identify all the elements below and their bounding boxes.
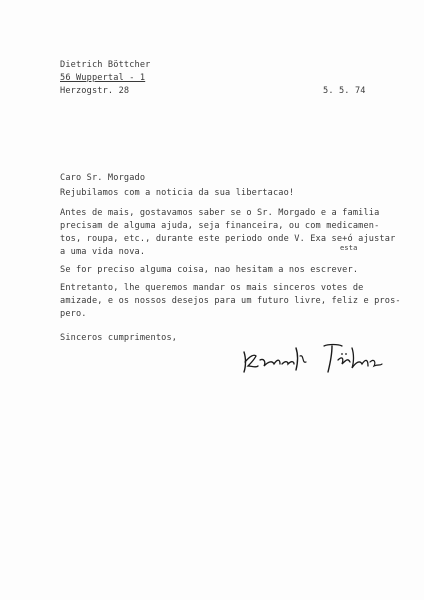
salutation: Caro Sr. Morgado bbox=[60, 173, 146, 183]
handwritten-insertion: esta bbox=[340, 244, 358, 252]
paragraph-line: Rejubilamos com a noticia da sua libertacao! bbox=[60, 188, 295, 198]
paragraph-line: tos, roupa, etc., durante este periodo onde V. Exa se+ó ajustar bbox=[60, 234, 396, 244]
sender-street: Herzogstr. 28 bbox=[60, 86, 130, 96]
sender-name: Dietrich Böttcher bbox=[60, 60, 151, 70]
paragraph-line: Antes de mais, gostavamos saber se o Sr. Morgado e a familia bbox=[60, 208, 380, 218]
paragraph-line: Se for preciso alguma coisa, nao hesitam a nos escrever. bbox=[60, 265, 359, 275]
paragraph-line: a uma vida nova. bbox=[60, 247, 146, 257]
handwritten-signature-icon bbox=[238, 336, 388, 376]
closing: Sinceros cumprimentos, bbox=[60, 333, 178, 343]
paragraph-line: amizade, e os nossos desejos para um futuro livre, feliz e pros- bbox=[60, 296, 401, 306]
letter-date: 5. 5. 74 bbox=[323, 86, 366, 96]
sender-city: 56 Wuppertal - 1 bbox=[60, 73, 146, 83]
paragraph-line: pero. bbox=[60, 309, 87, 319]
paragraph-line: Entretanto, lhe queremos mandar os mais sinceros votes de bbox=[60, 283, 364, 293]
paragraph-line: precisam de alguma ajuda, seja financeira, ou com medicamen- bbox=[60, 221, 380, 231]
